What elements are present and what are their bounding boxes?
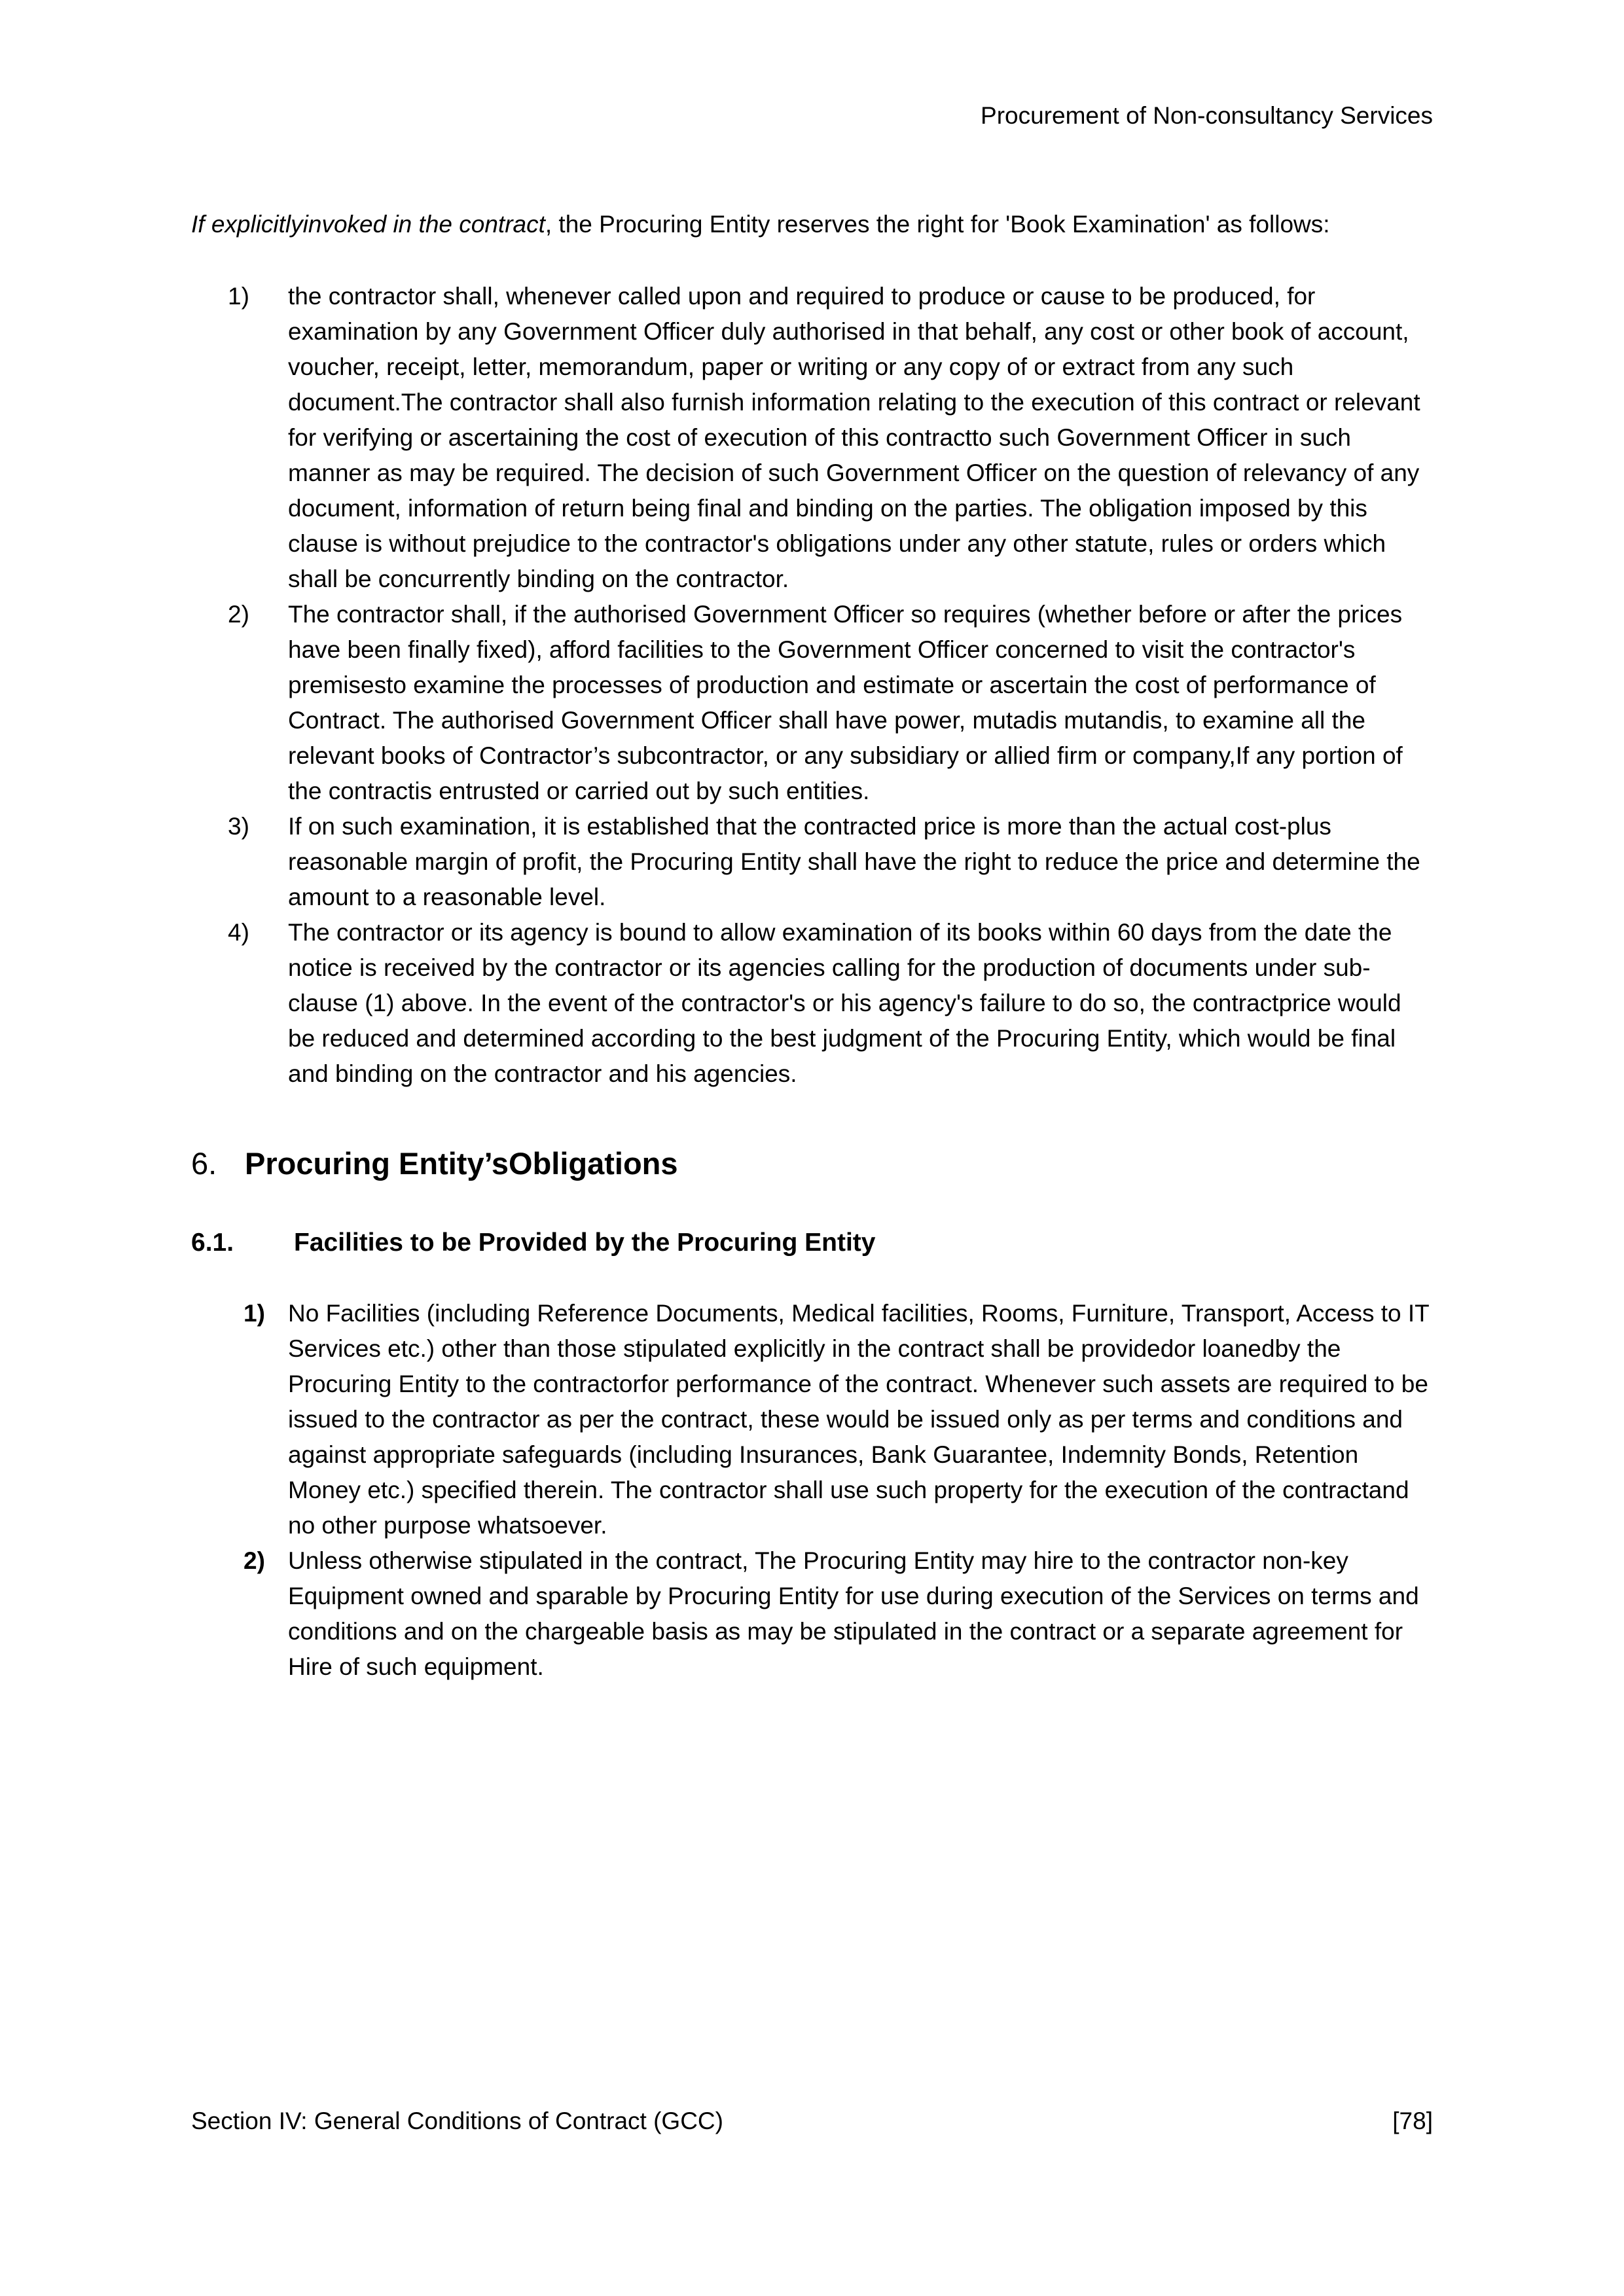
list-item	[191, 279, 1433, 597]
list-item-text: The contractor shall, if the authorised Government Officer so requires (whether before or after the prices have been finally fixed), afford facilities to the Government Officer concerned to visit the contractor's premisesto examine the processes of production and estimate or ascertain the cost of performance of Contract. The authorised Government Officer shall have power, mutadis mutandis, to examine all the relevant books of Contractor’s subcontractor, or any subsidiary or allied firm or company,If any portion of the contractis entrusted or carried out by such entities.	[288, 601, 1403, 804]
section-6-heading	[191, 1144, 1433, 1183]
book-examination-list	[191, 279, 1433, 1092]
list-item-text: If on such examination, it is established that the contracted price is more than the actual cost-plus reasonable margin of profit, the Procuring Entity shall have the right to reduce the price and determine the amount to a reasonable level.	[288, 813, 1420, 910]
footer-page-number: [78]	[1392, 2108, 1433, 2134]
header-title: Procurement of Non-consultancy Services	[981, 102, 1433, 129]
list-item	[191, 915, 1433, 1092]
section-6-1-title: Facilities to be Provided by the Procuring Entity	[294, 1229, 876, 1257]
intro-regular-text: , the Procuring Entity reserves the right for 'Book Examination' as follows:	[545, 211, 1330, 238]
list-item-text: the contractor shall, whenever called upon and required to produce or cause to be produced, for examination by any Government Officer duly authorised in that behalf, any cost or other book of account, voucher, receipt, letter, memorandum, paper or writing or any copy of or extract from any such document.The contractor shall also furnish information relating to the execution of this contract or relevant for verifying or ascertaining the cost of execution of this contractto such Government Officer in such manner as may be required. The decision of such Government Officer on the question of relevancy of any document, information of return being final and binding on the parties. The obligation imposed by this clause is without prejudice to the contractor's obligations under any other statute, rules or orders which shall be concurrently binding on the contractor.	[288, 283, 1420, 592]
intro-paragraph	[191, 207, 1433, 242]
page-header	[191, 98, 1433, 134]
section-6-number: 6.	[191, 1146, 217, 1181]
list-item	[191, 1543, 1433, 1685]
footer-section-label: Section IV: General Conditions of Contract (GCC)	[191, 2108, 723, 2134]
section-6-1-heading	[191, 1225, 1433, 1261]
list-item-text: No Facilities (including Reference Documents, Medical facilities, Rooms, Furniture, Transport, Access to IT Services etc.) other than those stipulated explicitly in the contract shall be providedor loanedby the Procuring Entity to the contractorfor performance of the contract. Whenever such assets are required to be issued to the contractor as per the contract, these would be issued only as per terms and conditions and against appropriate safeguards (including Insurances, Bank Guarantee, Indemnity Bonds, Retention Money etc.) specified therein. The contractor shall use such property for the execution of the contractand no other purpose whatsoever.	[288, 1300, 1430, 1539]
section-6-title: Procuring Entity’sObligations	[245, 1146, 678, 1181]
list-item-number: 1)	[228, 283, 249, 310]
page-footer	[191, 2104, 1433, 2139]
list-item-text: Unless otherwise stipulated in the contract, The Procuring Entity may hire to the contractor non-key Equipment owned and sparable by Procuring Entity for use during execution of the Services on terms and conditions and on the chargeable basis as may be stipulated in the contract or a separate agreement for Hire of such equipment.	[288, 1547, 1419, 1680]
list-item-number: 1)	[244, 1300, 265, 1327]
list-item	[191, 809, 1433, 915]
list-item	[191, 1296, 1433, 1543]
list-item-text: The contractor or its agency is bound to allow examination of its books within 60 days from the date the notice is received by the contractor or its agencies calling for the production of documents under sub-clause (1) above. In the event of the contractor's or his agency's failure to do so, the contractprice would be reduced and determined according to the best judgment of the Procuring Entity, which would be final and binding on the contractor and his agencies.	[288, 919, 1401, 1087]
list-item-number: 3)	[228, 813, 249, 840]
list-item-number: 4)	[228, 919, 249, 946]
list-item-number: 2)	[244, 1547, 265, 1574]
section-6-1-number: 6.1.	[191, 1229, 234, 1257]
intro-italic-text: If explicitlyinvoked in the contract	[191, 211, 545, 238]
list-item-number: 2)	[228, 601, 249, 628]
facilities-list	[191, 1296, 1433, 1685]
list-item	[191, 597, 1433, 809]
